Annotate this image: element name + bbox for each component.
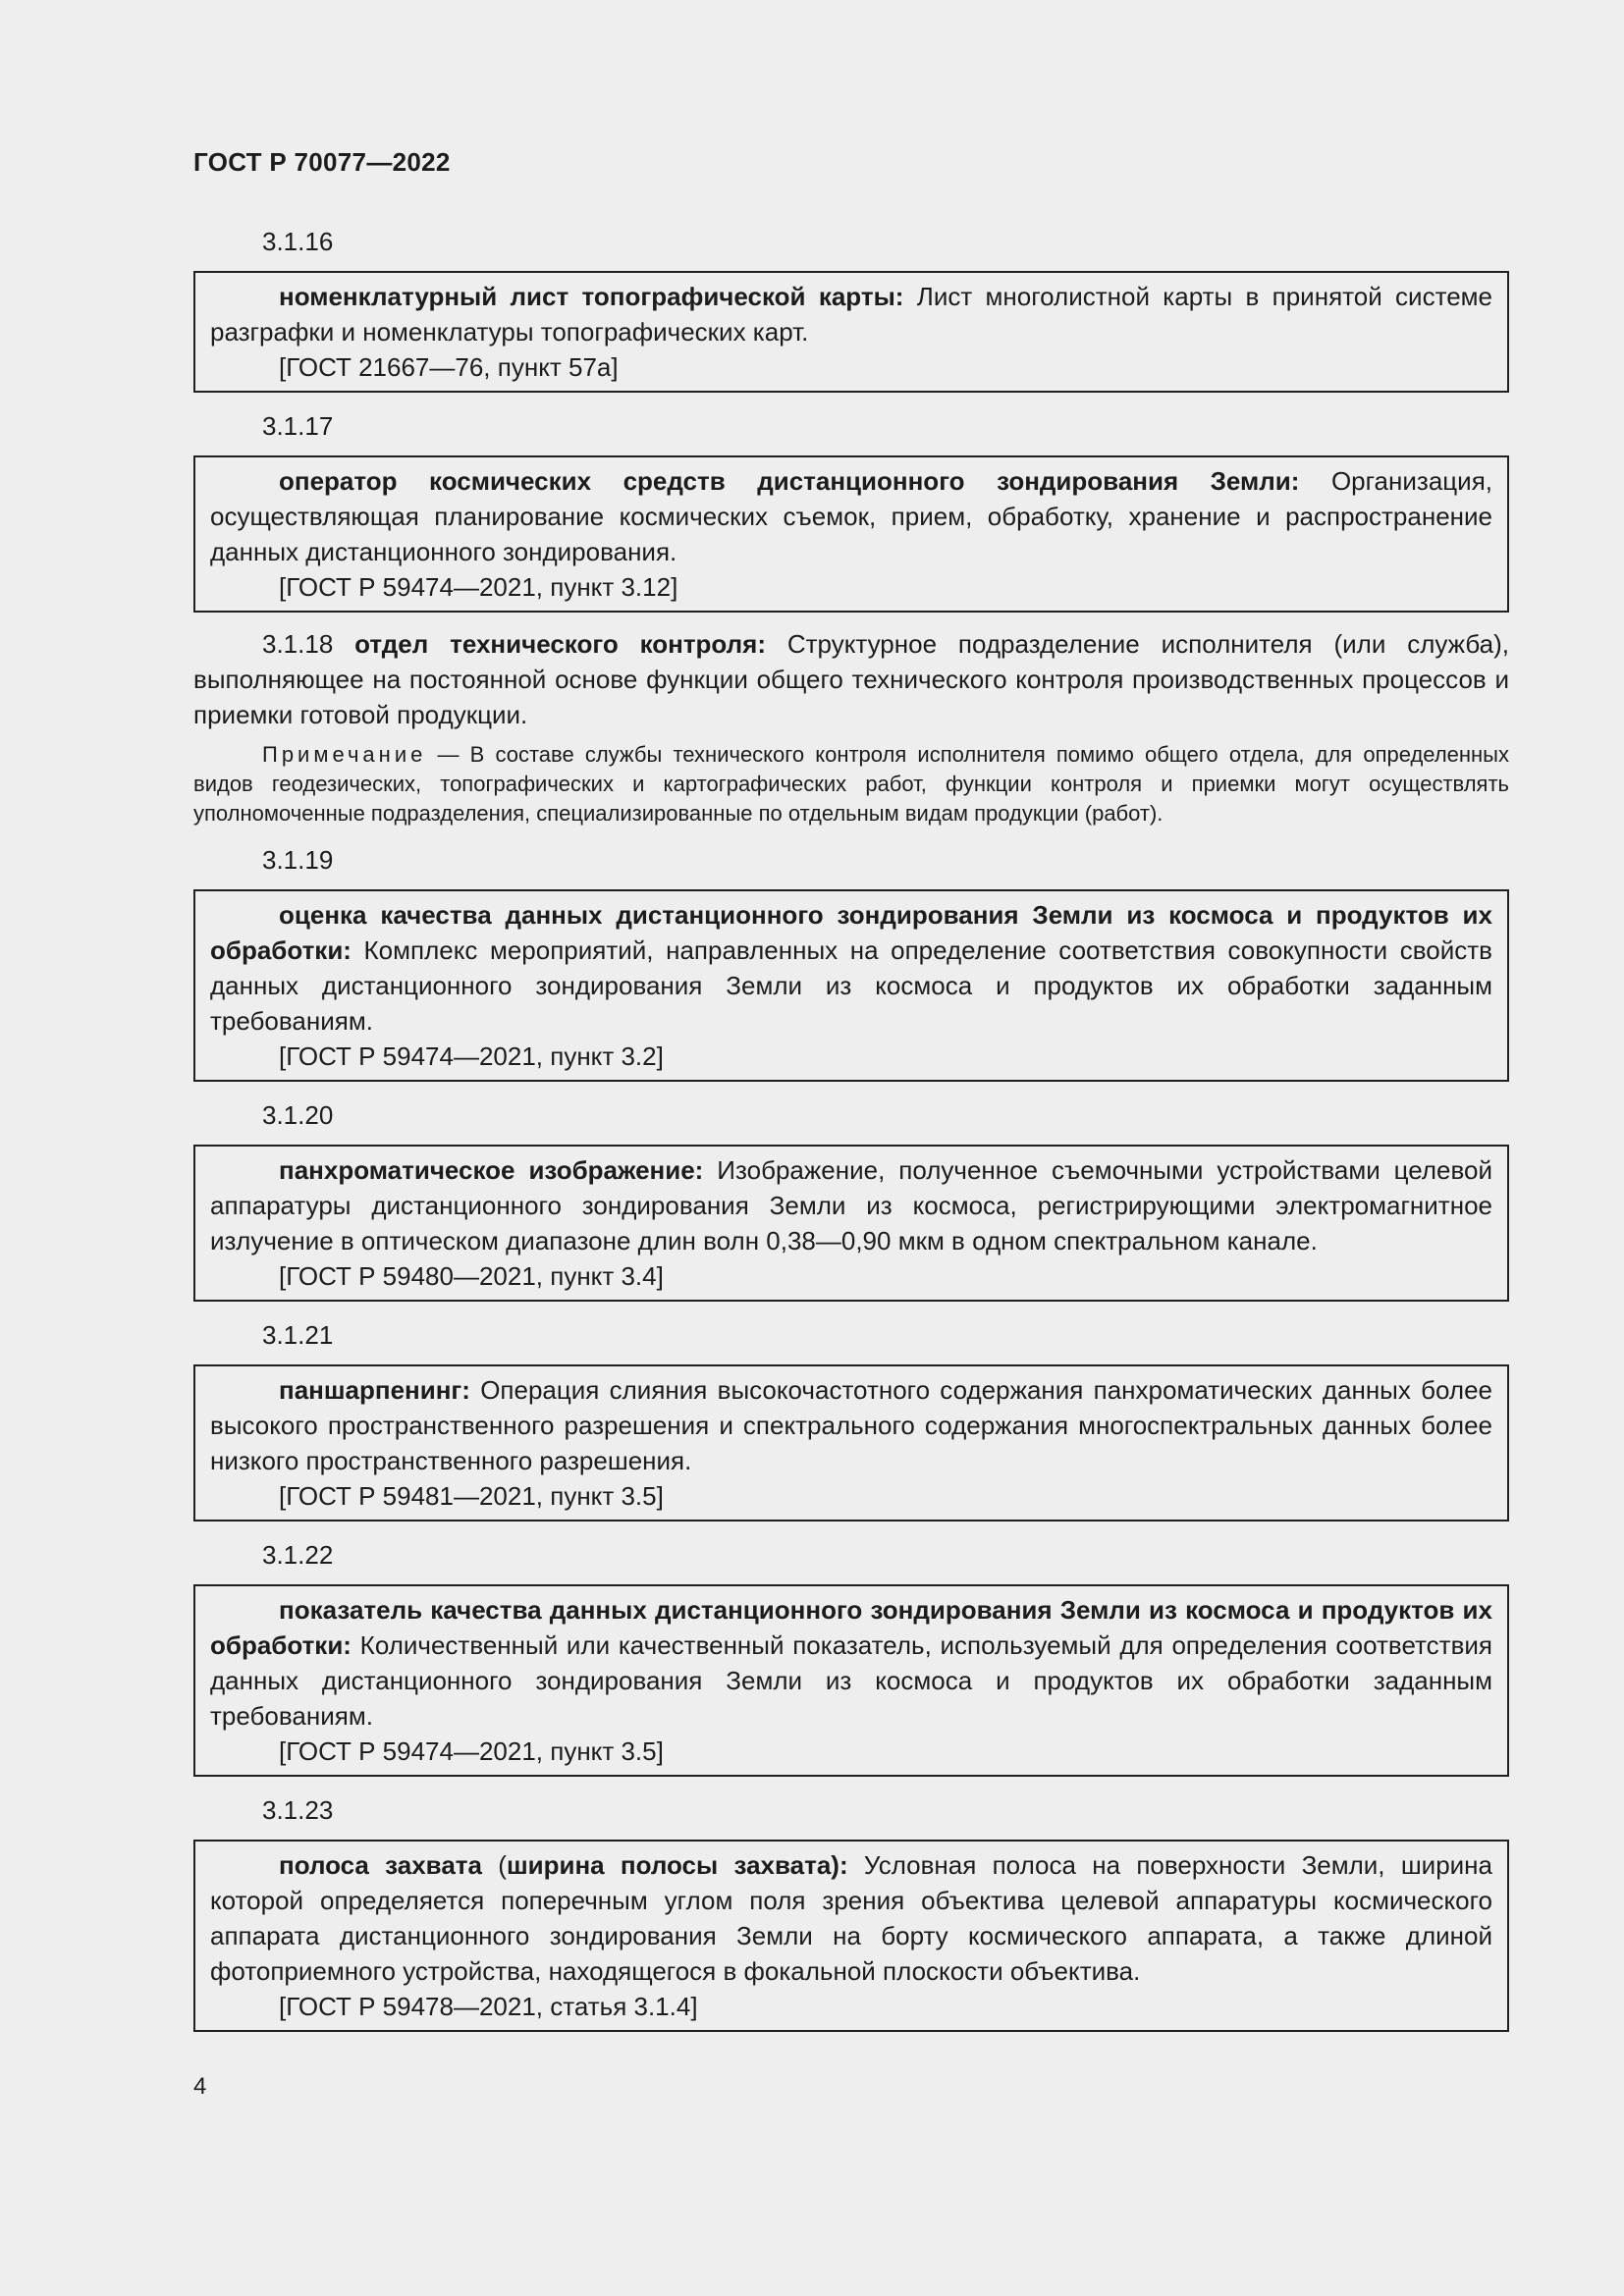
page-number: 4 <box>193 2073 207 2100</box>
term-name: отдел технического контроля: <box>354 629 767 659</box>
term-number: 3.1.23 <box>262 1795 334 1825</box>
terms-section <box>193 222 1509 2046</box>
term-definition <box>193 626 1509 732</box>
term-definition <box>210 1847 1492 1989</box>
term-name: оценка качества данных дистанционного зондирования Земли из космоса и продуктов их обработки: <box>210 900 1492 965</box>
term-name: оператор космических средств дистанционного зондирования Земли: <box>279 466 1300 496</box>
term-number: 3.1.21 <box>262 1320 334 1350</box>
term-definition <box>210 463 1492 569</box>
term-number: 3.1.18 <box>262 629 334 659</box>
term-definition-box <box>193 1145 1509 1302</box>
term-definition-box <box>193 1840 1509 2032</box>
document-header: ГОСТ Р 70077—2022 <box>193 147 451 177</box>
term-number: 3.1.17 <box>262 411 334 441</box>
term-source: [ГОСТ Р 59474—2021, пункт 3.12] <box>279 572 678 602</box>
term-source: [ГОСТ Р 59478—2021, статья 3.1.4] <box>279 1992 698 2021</box>
term-definition-box <box>193 889 1509 1082</box>
note-label: Примечание <box>262 742 427 767</box>
term-name: полоса захвата <box>279 1850 482 1880</box>
definition-text: Изображение, полученное съемочными устройствами целевой аппаратуры дистанционного зондирования Земли из космоса, регистрирующими электромагнитное излучение в оптическом диапазоне длин волн 0,38—0,90 мкм в одном спектральном канале. <box>210 1155 1493 1255</box>
term-source: [ГОСТ Р 59474—2021, пункт 3.5] <box>279 1736 664 1766</box>
definition-text: Операция слияния высокочастотного содержания панхроматических данных более высокого пространственного разрешения и спектрального содержания многоспектральных данных более низкого пространственного разрешения. <box>210 1375 1492 1475</box>
term-number: 3.1.20 <box>262 1100 334 1130</box>
term-definition-box <box>193 455 1509 613</box>
term-plain-entry <box>193 626 1509 732</box>
definition-text: Количественный или качественный показатель, используемый для определения соответствия данных дистанционного зондирования Земли из космоса и продуктов их обработки заданным требованиям. <box>210 1630 1492 1731</box>
term-name: показатель качества данных дистанционного зондирования Земли из космоса и продуктов их обработки: <box>210 1595 1492 1660</box>
term-synonym: ширина полосы захвата): <box>506 1850 848 1880</box>
definition-text: Комплекс мероприятий, направленных на определение соответствия совокупности свойств данных дистанционного зондирования Земли из космоса и продуктов их обработки заданным требованиям. <box>210 935 1492 1036</box>
term-definition-box <box>193 271 1509 393</box>
term-name: номенклатурный лист топографической карты: <box>279 282 904 311</box>
term-source: [ГОСТ Р 59480—2021, пункт 3.4] <box>279 1261 664 1291</box>
term-definition <box>210 1152 1492 1258</box>
term-name: паншарпенинг: <box>279 1375 470 1405</box>
term-source: [ГОСТ Р 59481—2021, пункт 3.5] <box>279 1481 664 1511</box>
term-synonym-open: ( <box>481 1850 507 1880</box>
term-definition-box <box>193 1584 1509 1777</box>
definition-text: Организация, осуществляющая планирование космических съемок, прием, обработку, хранение и распространение данных дистанционного зондирования. <box>210 466 1492 566</box>
note-text: — В составе службы технического контроля исполнителя помимо общего отдела, для определенных видов геодезических, топографических и картографических работ, функции контроля и приемки могут осуществлять уполномоченные подразделения, специализированные по отдельным видам продукции (работ). <box>193 742 1509 826</box>
term-definition <box>210 1592 1492 1734</box>
definition-text: Лист многолистной карты в принятой системе разграфки и номенклатуры топографических карт. <box>210 282 1492 347</box>
term-definition-box <box>193 1364 1509 1522</box>
term-definition <box>210 1372 1492 1478</box>
term-name: панхроматическое изображение: <box>279 1155 704 1185</box>
term-source: [ГОСТ Р 59474—2021, пункт 3.2] <box>279 1041 664 1071</box>
term-number: 3.1.22 <box>262 1540 334 1570</box>
definition-text: Структурное подразделение исполнителя (или служба), выполняющее на постоянной основе функции общего технического контроля производственных процессов и приемки готовой продукции. <box>193 629 1509 729</box>
term-definition <box>210 279 1492 349</box>
term-definition <box>210 897 1492 1039</box>
term-number: 3.1.16 <box>262 227 334 256</box>
term-note <box>193 740 1509 828</box>
term-number: 3.1.19 <box>262 845 334 875</box>
definition-text: Условная полоса на поверхности Земли, ширина которой определяется поперечным углом поля зрения объектива целевой аппаратуры космического аппарата дистанционного зондирования Земли на борту космического аппарата, а также длиной фотоприемного устройства, находящегося в фокальной плоскости объектива. <box>210 1850 1492 1986</box>
term-source: [ГОСТ 21667—76, пункт 57а] <box>279 352 619 382</box>
